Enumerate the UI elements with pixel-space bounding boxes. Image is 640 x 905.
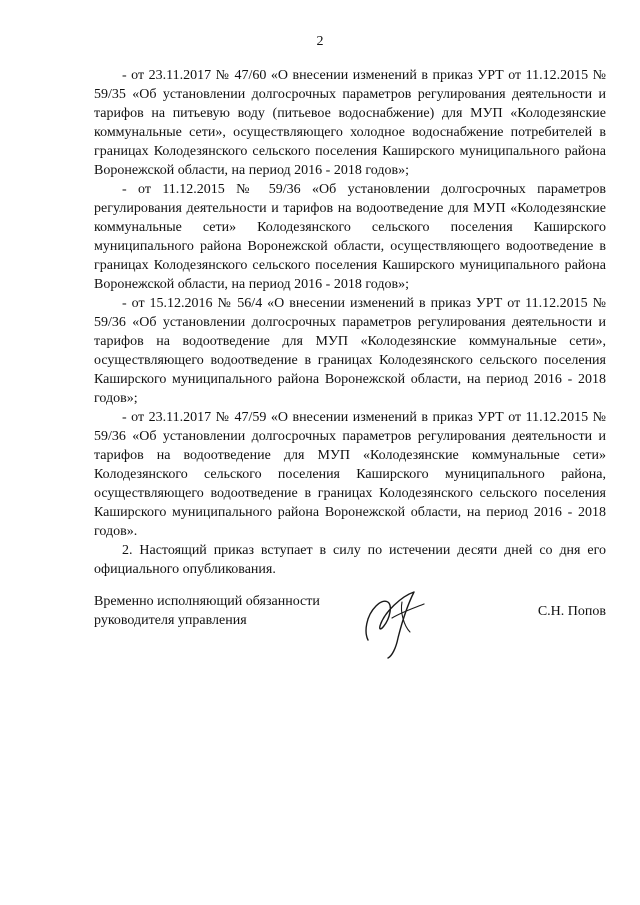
signature-block bbox=[94, 592, 606, 662]
signatory-name: С.Н. Попов bbox=[537, 604, 606, 619]
list-item-order-59-36: - от 11.12.2015 № 59/36 «Об установлении долгосрочных параметров регулирования деятельности и тарифов на водоотведение для МУП «Колодезянские коммунальные сети» Колодезянского сельского поселения Каширского муниципального района Воронежской области, осуществляющего водоотведение в границах Колодезянского сельского поселения Каширского муниципального района Воронежской области, на период 2016 - 2018 годов»; bbox=[94, 182, 606, 292]
signatory-title-line-2: руководителя управления bbox=[94, 613, 247, 628]
effective-date-clause: 2. Настоящий приказ вступает в силу по истечении десяти дней со дня его официального опубликования. bbox=[94, 543, 606, 577]
list-item-order-56-4: - от 15.12.2016 № 56/4 «О внесении изменений в приказ УРТ от 11.12.2015 № 59/36 «Об установлении долгосрочных параметров регулирования деятельности и тарифов на водоотведение для МУП «Колодезянские коммунальные сети», осуществляющего водоотведение в границах Колодезянского сельского поселения Каширского муниципального района Воронежской области, на период 2016 - 2018 годов»; bbox=[94, 296, 606, 406]
handwritten-signature bbox=[362, 582, 432, 660]
signatory-title-line-1: Временно исполняющий обязанности bbox=[94, 594, 320, 609]
page-number: 2 bbox=[316, 34, 324, 49]
list-item-order-47-60: - от 23.11.2017 № 47/60 «О внесении изменений в приказ УРТ от 11.12.2015 № 59/35 «Об установлении долгосрочных параметров регулирования деятельности и тарифов на питьевую воду (питьевое водоснабжение) для МУП «Колодезянские коммунальные сети», осуществляющего холодное водоснабжение потребителей в границах Колодезянского сельского поселения Каширского муниципального района Воронежской области, на период 2016 - 2018 годов»; bbox=[94, 68, 606, 178]
list-item-order-47-59: - от 23.11.2017 № 47/59 «О внесении изменений в приказ УРТ от 11.12.2015 № 59/36 «Об установлении долгосрочных параметров регулирования деятельности и тарифов на водоотведение для МУП «Колодезянские коммунальные сети» Колодезянского сельского поселения Каширского муниципального района, осуществляющего водоотведение в границах Колодезянского сельского поселения Каширского муниципального района Воронежской области, на период 2016 - 2018 годов». bbox=[94, 410, 606, 539]
document-body bbox=[94, 66, 606, 579]
signatory-title bbox=[94, 592, 354, 630]
